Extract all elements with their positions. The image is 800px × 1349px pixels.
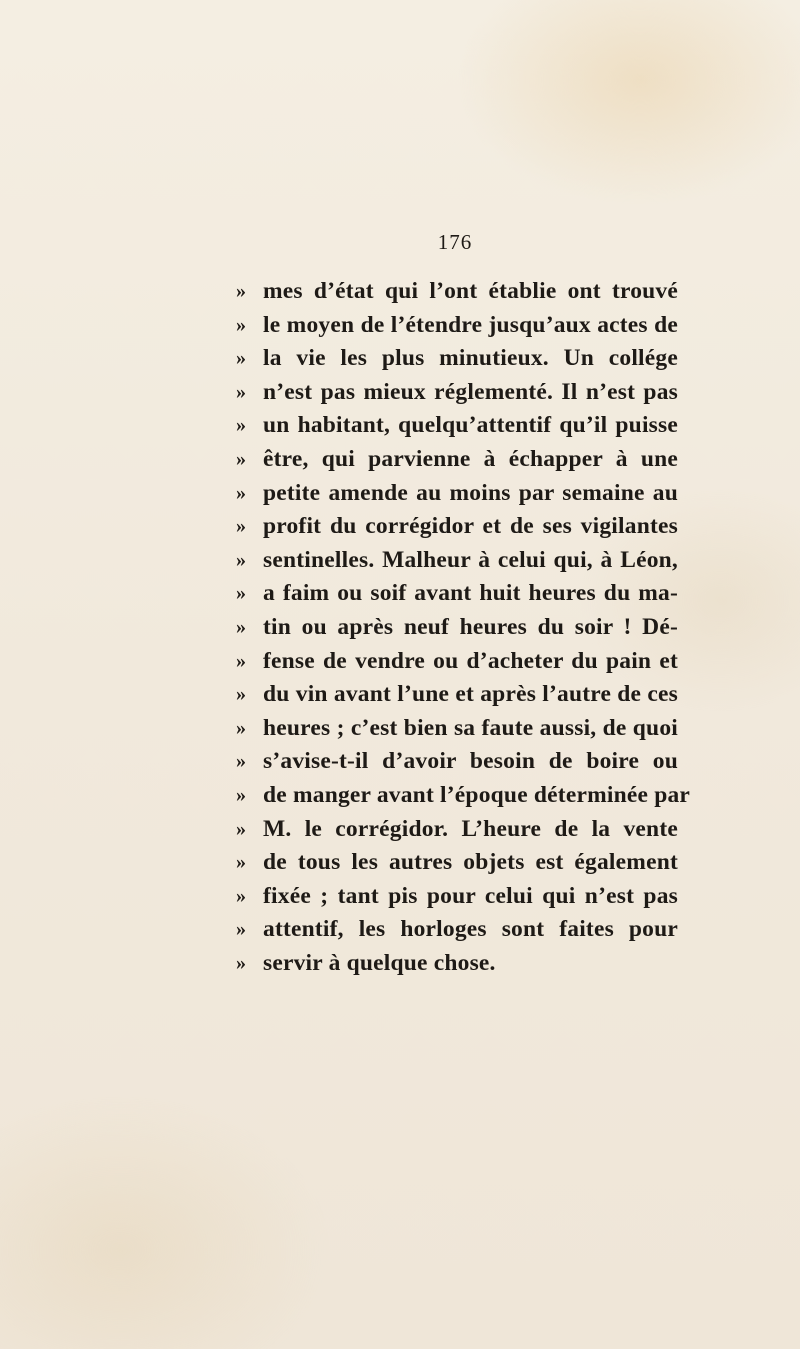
text-line: [236, 846, 678, 880]
line-text: n’est pas mieux réglementé. Il n’est pas: [263, 378, 678, 405]
body-text: [236, 275, 691, 980]
text-line: [236, 544, 678, 578]
text-line: [236, 309, 678, 343]
line-text: attentif, les horloges sont faites pour: [263, 916, 678, 943]
quote-marker: »: [236, 817, 246, 840]
text-line: [236, 376, 678, 410]
quote-marker: »: [236, 649, 246, 672]
text-line: [236, 342, 678, 376]
line-text: a faim ou soif avant huit heures du ma-: [263, 580, 678, 607]
quote-marker: »: [236, 582, 246, 605]
line-text: fixée ; tant pis pour celui qui n’est pas: [263, 882, 678, 909]
quote-marker: »: [236, 884, 246, 907]
line-text: servir à quelque chose.: [263, 949, 496, 976]
quote-marker: »: [236, 851, 246, 874]
text-line: [236, 913, 678, 947]
line-text: de manger avant l’époque déterminée par: [263, 781, 691, 808]
line-text: du vin avant l’une et après l’autre de ces: [263, 681, 678, 708]
quote-marker: »: [236, 280, 246, 302]
line-text: fense de vendre ou d’acheter du pain et: [263, 647, 678, 674]
quote-marker: »: [236, 918, 246, 941]
line-text: la vie les plus minutieux. Un collége: [263, 345, 678, 372]
line-text: être, qui parvienne à échapper à une: [263, 445, 678, 472]
line-text: sentinelles. Malheur à celui qui, à Léon,: [263, 546, 678, 573]
text-line: [236, 510, 678, 544]
line-text: mes d’état qui l’ont établie ont trouvé: [263, 278, 678, 304]
line-text: profit du corrégidor et de ses vigilantes: [263, 513, 678, 540]
quote-marker: »: [236, 716, 246, 739]
quote-marker: »: [236, 750, 246, 773]
quote-marker: »: [236, 951, 246, 974]
text-line-last: [236, 947, 678, 981]
text-line: [236, 477, 678, 511]
line-text: heures ; c’est bien sa faute aussi, de quoi: [263, 714, 678, 741]
line-text: M. le corrégidor. L’heure de la vente: [263, 815, 678, 842]
text-line: [236, 275, 678, 309]
quote-marker: »: [236, 380, 246, 403]
line-text: le moyen de l’étendre jusqu’aux actes de: [263, 311, 678, 338]
quote-marker: »: [236, 548, 246, 571]
text-line: [236, 813, 678, 847]
text-line: [236, 779, 691, 813]
text-line: [236, 880, 678, 914]
quote-marker: »: [236, 414, 246, 437]
text-line: [236, 678, 678, 712]
text-line: [236, 645, 678, 679]
text-line: [236, 577, 678, 611]
text-line: [236, 611, 678, 645]
quote-marker: »: [236, 783, 246, 806]
line-text: un habitant, quelqu’attentif qu’il puisse: [263, 412, 678, 439]
text-line: [236, 443, 678, 477]
quote-marker: »: [236, 447, 246, 470]
line-text: tin ou après neuf heures du soir ! Dé-: [263, 613, 678, 640]
text-line: [236, 712, 678, 746]
quote-marker: »: [236, 313, 246, 336]
line-text: petite amende au moins par semaine au: [263, 479, 678, 506]
quote-marker: »: [236, 515, 246, 538]
line-text: de tous les autres objets est également: [263, 849, 678, 876]
text-line: [236, 745, 678, 779]
text-line: [236, 409, 678, 443]
quote-marker: »: [236, 481, 246, 504]
quote-marker: »: [236, 683, 246, 706]
page-number: 176: [437, 230, 473, 254]
line-text: s’avise-t-il d’avoir besoin de boire ou: [263, 748, 678, 775]
quote-marker: »: [236, 615, 246, 638]
quote-marker: »: [236, 347, 246, 370]
